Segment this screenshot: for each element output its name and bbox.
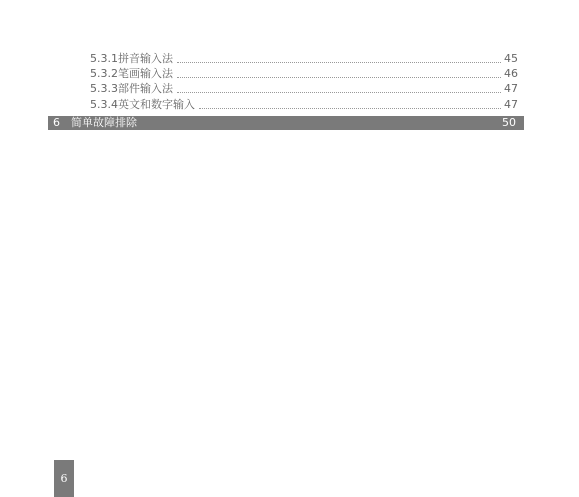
toc-entry-number: 5.3.4 [90,98,118,111]
chapter-heading-bar [48,116,524,130]
chapter-page: 50 [502,116,516,129]
dot-leader [177,77,501,78]
toc-entry-page: 47 [504,98,518,111]
chapter-title: 简单故障排除 [71,116,137,129]
toc-entry [90,98,518,112]
chapter-number: 6 [53,116,60,129]
dot-leader [177,62,501,63]
dot-leader [177,92,501,93]
page-number-tab: 6 [54,460,74,497]
toc-entry [90,52,518,66]
toc-entry [90,67,518,81]
toc-entry-page: 47 [504,82,518,95]
toc-entry-page: 46 [504,67,518,80]
toc-entry [90,82,518,96]
toc-entry-number: 5.3.1 [90,52,118,65]
toc-entry-title: 部件输入法 [118,82,173,95]
toc-entry-title: 笔画输入法 [118,67,173,80]
dot-leader [199,108,501,109]
toc-entry-title: 英文和数字输入 [118,98,195,111]
toc-entry-number: 5.3.2 [90,67,118,80]
toc-entry-page: 45 [504,52,518,65]
toc-entry-title: 拼音输入法 [118,52,173,65]
toc-entry-number: 5.3.3 [90,82,118,95]
